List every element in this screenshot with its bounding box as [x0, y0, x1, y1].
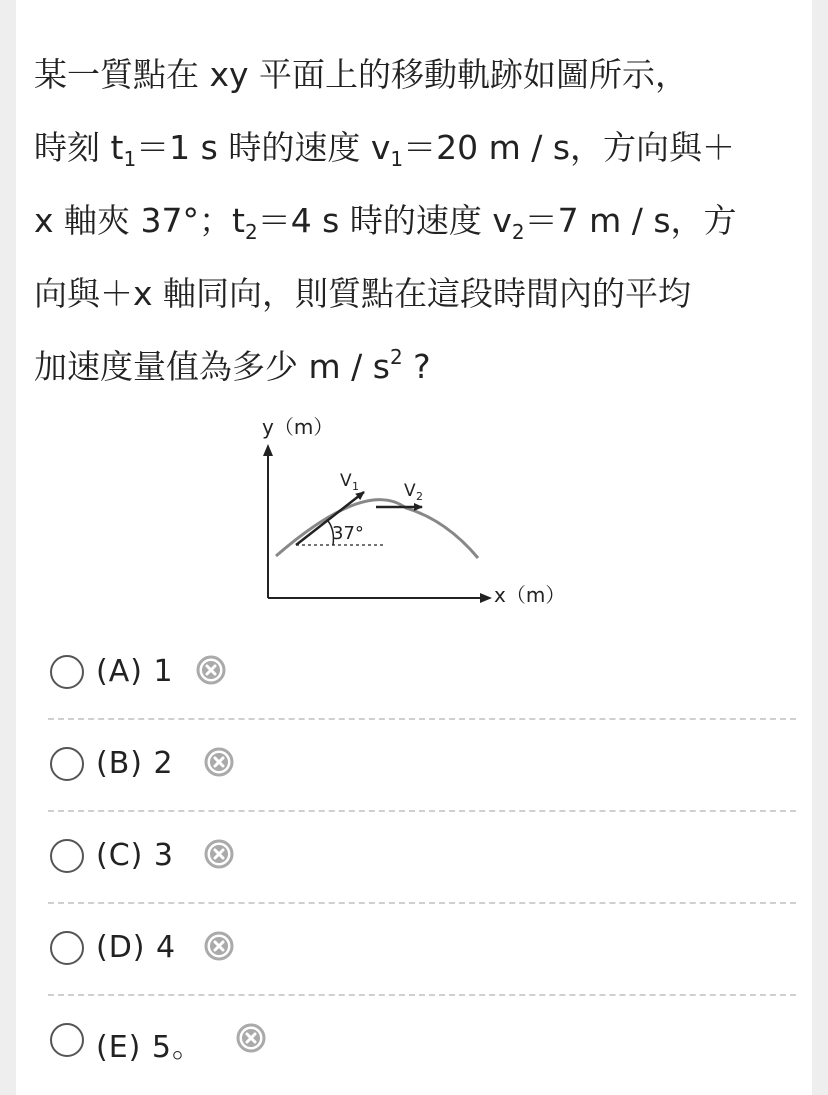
radio-button[interactable] [50, 1023, 84, 1057]
option-c[interactable] [48, 812, 796, 904]
question-line-4 [34, 257, 794, 330]
text: ＝1 s 時的速度 v [136, 128, 391, 167]
y-axis-arrow [263, 444, 273, 456]
radio-button[interactable] [50, 747, 84, 781]
y-axis-label: y（m） [262, 415, 334, 439]
trajectory-curve [276, 500, 478, 558]
option-e[interactable] [48, 996, 796, 1086]
option-label: (A) 1 [96, 654, 174, 689]
trajectory-figure [236, 408, 566, 613]
text: ? [402, 347, 431, 386]
v1-subscript: 1 [352, 480, 359, 493]
text: 時刻 t [34, 128, 124, 167]
text: ＝20 m / s，方向與＋ [403, 128, 736, 167]
text: ＝4 s 時的速度 v [257, 201, 512, 240]
question-line-5 [34, 330, 794, 403]
answer-options [32, 628, 812, 1086]
question-line-3 [34, 184, 794, 257]
option-b[interactable] [48, 720, 796, 812]
question-line-1 [34, 38, 794, 111]
remove-option-icon[interactable] [204, 839, 234, 869]
radio-button[interactable] [50, 931, 84, 965]
v2-subscript: 2 [416, 490, 423, 503]
question-line-2 [34, 111, 794, 184]
remove-option-icon[interactable] [204, 931, 234, 961]
text: x 軸夾 37°；t [34, 201, 245, 240]
option-label: (D) 4 [96, 930, 177, 965]
text: 某一質點在 xy 平面上的移動軌跡如圖所示， [34, 55, 689, 94]
v2-label: V [404, 481, 416, 501]
superscript: 2 [389, 345, 403, 369]
remove-option-icon[interactable] [236, 1023, 266, 1053]
text: ＝7 m / s，方 [524, 201, 737, 240]
x-axis-arrow [480, 593, 492, 603]
text: 向與＋x 軸同向，則質點在這段時間內的平均 [34, 274, 692, 313]
radio-button[interactable] [50, 655, 84, 689]
subscript: 1 [123, 147, 137, 171]
question-text [34, 38, 794, 403]
option-d[interactable] [48, 904, 796, 996]
option-label: (E) 5。 [96, 1030, 203, 1065]
subscript: 2 [244, 220, 258, 244]
trajectory-diagram [236, 408, 566, 613]
remove-option-icon[interactable] [196, 655, 226, 685]
v1-label: V [340, 471, 352, 491]
option-label: (C) 3 [96, 838, 174, 873]
x-axis-label: x（m） [494, 583, 566, 607]
radio-button[interactable] [50, 839, 84, 873]
text: 加速度量值為多少 m / s [34, 347, 390, 386]
subscript: 2 [511, 220, 525, 244]
question-card [16, 0, 812, 1095]
option-a[interactable] [48, 628, 796, 720]
option-label: (B) 2 [96, 746, 174, 781]
angle-label: 37° [332, 523, 364, 544]
remove-option-icon[interactable] [204, 747, 234, 777]
subscript: 1 [390, 147, 404, 171]
